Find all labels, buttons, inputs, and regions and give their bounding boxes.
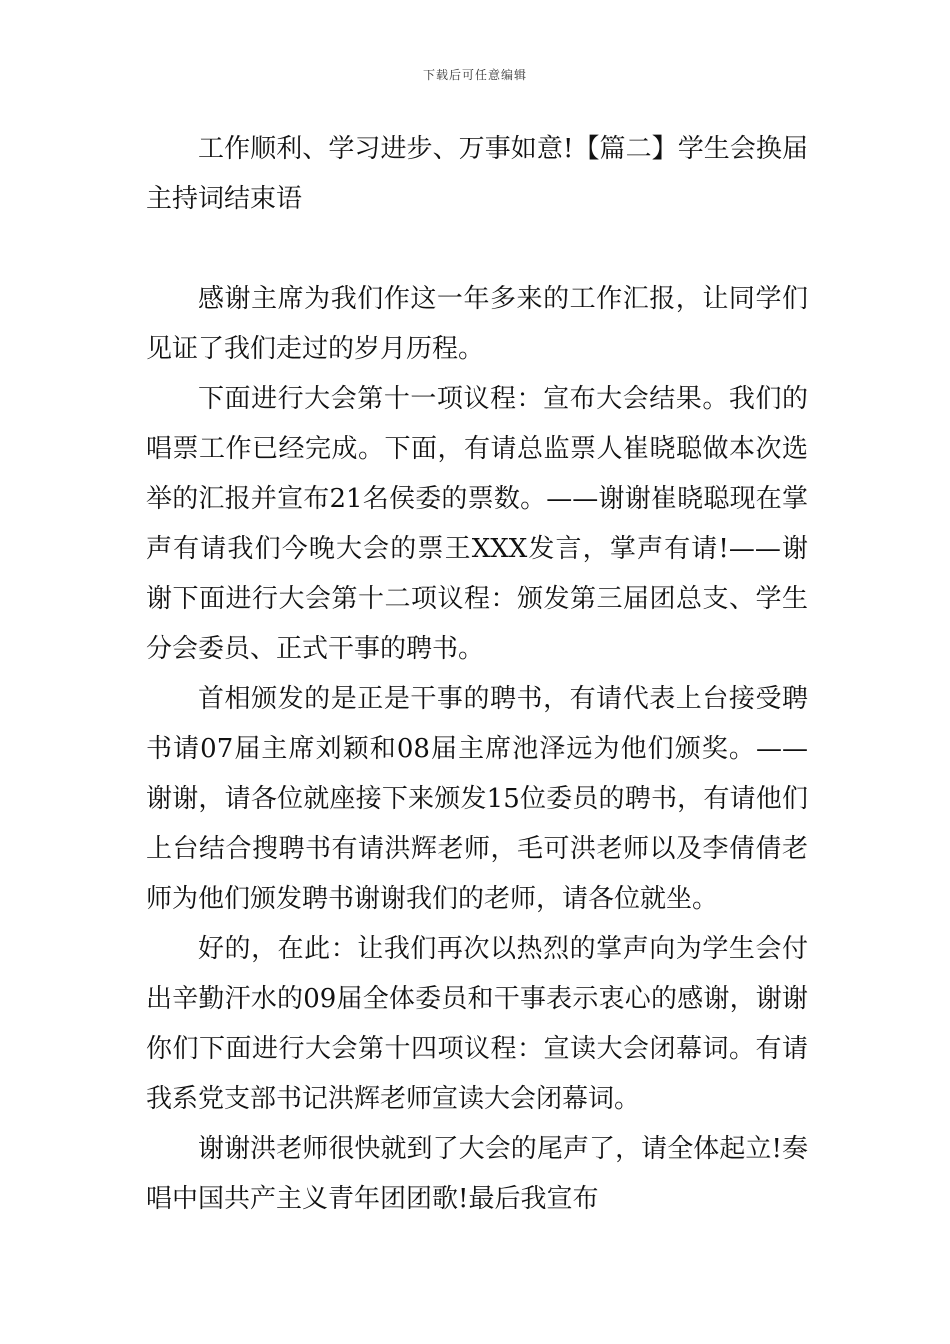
page-header-note: 下载后可任意编辑 xyxy=(422,68,527,82)
paragraph-5: 好的，在此：让我们再次以热烈的掌声向为学生会付出辛勤汗水的09届全体委员和干事表示衷心的感谢，谢谢你们下面进行大会第十四项议程：宣读大会闭幕词。有请我系党支部书记洪辉老师宣读大会闭幕词。 xyxy=(146,934,808,1114)
paragraph-2: 感谢主席为我们作这一年多来的工作汇报，让同学们见证了我们走过的岁月历程。 xyxy=(146,284,808,364)
paragraph-spacer xyxy=(146,224,808,274)
paragraph-6: 谢谢洪老师很快就到了大会的尾声了，请全体起立!奏唱中国共产主义青年团团歌!最后我宣布 xyxy=(146,1134,808,1214)
paragraph-3: 下面进行大会第十一项议程：宣布大会结果。我们的唱票工作已经完成。下面，有请总监票人崔晓聪做本次选举的汇报并宣布21名侯委的票数。——谢谢崔晓聪现在掌声有请我们今晚大会的票王XXX发言，掌声有请!——谢谢下面进行大会第十二项议程：颁发第三届团总支、学生分会委员、正式干事的聘书。 xyxy=(146,384,808,664)
document-body xyxy=(146,124,808,1224)
paragraph-1: 工作顺利、学习进步、万事如意!【篇二】学生会换届主持词结束语 xyxy=(146,134,808,214)
paragraph-4: 首相颁发的是正是干事的聘书，有请代表上台接受聘书请07届主席刘颖和08届主席池泽远为他们颁奖。——谢谢，请各位就座接下来颁发15位委员的聘书，有请他们上台结合搜聘书有请洪辉老师，毛可洪老师以及李倩倩老师为他们颁发聘书谢谢我们的老师，请各位就坐。 xyxy=(146,684,808,914)
